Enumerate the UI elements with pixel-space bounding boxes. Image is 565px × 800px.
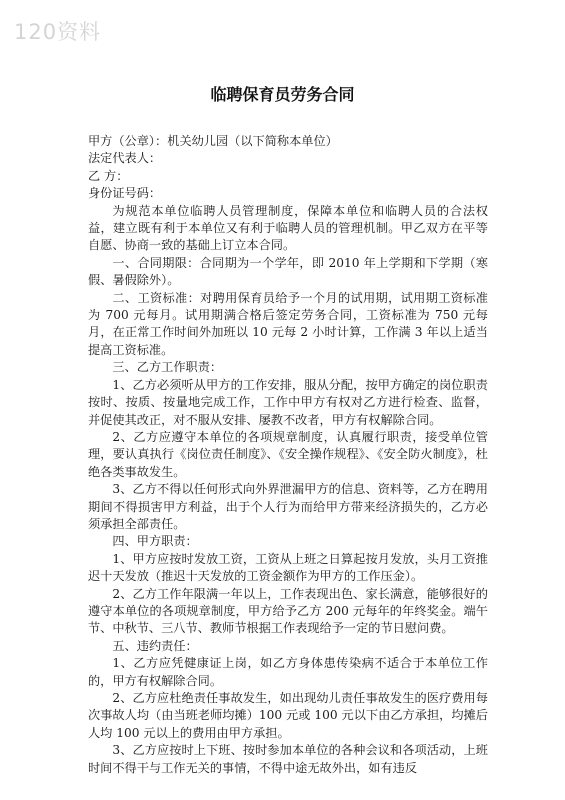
paragraph-breach-3: 3、乙方应按时上下班、按时参加本单位的各种会议和各项活动，上班时间不得干与工作无关的事情，不得中途无故外出，如有违反 <box>88 743 488 775</box>
legal-rep-line: 法定代表人： <box>88 151 162 166</box>
paragraph-a-duty-1: 1、甲方应按时发放工资，工资从上班之日算起按月发放，头月工资推迟十天发放（推迟十天发放的工资金额作为甲方的工作压金）。 <box>88 551 488 584</box>
id-number-line: 身份证号码： <box>88 186 162 201</box>
paragraph-duty-1: 1、乙方必须听从甲方的工作安排，服从分配，按甲方确定的岗位职责按时、按质、按量地完成工作，工作中甲方有权对乙方进行检查、监督，并促使其改正，对不服从安排、屡教不改者，甲方有权解除合同。 <box>88 377 488 427</box>
paragraph-breach-2: 2、乙方应杜绝责任事故发生，如出现幼儿责任事故发生的医疗费用每次事故人均（由当班老师均摊）100 元或 100 元以下由乙方承担，均摊后人均 100 元以上的费用由甲方承担。 <box>88 691 488 740</box>
party-a-line: 甲方（公章）：机关幼儿园（以下简称本单位） <box>88 134 338 148</box>
section-heading-party-b-duties: 三、乙方工作职责： <box>112 360 223 375</box>
paragraph-preamble: 为规范本单位临聘人员管理制度，保障本单位和临聘人员的合法权益，建立既有利于本单位又有利于临聘人员的管理机制。甲乙双方在平等自愿、协商一致的基础上订立本合同。 <box>88 203 488 253</box>
paragraph-contract-term: 一、合同期限：合同期为一个学年，即 2010 年上学期和下学期（寒假、暑假除外）。 <box>88 255 488 288</box>
document-body <box>88 133 488 777</box>
section-heading-breach: 五、违约责任： <box>112 638 198 653</box>
party-b-line: 乙 方： <box>88 168 129 183</box>
paragraph-duty-2: 2、乙方应遵守本单位的各项规章制度，认真履行职责，接受单位管理，要认真执行《岗位责任制度》、《安全操作规程》、《安全防火制度》，杜绝各类事故发生。 <box>88 429 488 479</box>
paragraph-a-duty-2: 2、乙方工作年限满一年以上，工作表现出色、家长满意，能够很好的遵守本单位的各项规章制度，甲方给予乙方 200 元每年的年终奖金。端午节、中秋节、三八节、教师节根据工作表现给予一定的节日慰问费。 <box>88 586 488 636</box>
paragraph-breach-1: 1、乙方应凭健康证上岗，如乙方身体患传染病不适合于本单位工作的，甲方有权解除合同。 <box>88 656 488 688</box>
paragraph-salary: 二、工资标准：对聘用保育员给予一个月的试用期，试用期工资标准为 700 元每月。试用期满合格后签定劳务合同，工资标准为 750 元每月，在正常工作时间外加班以 10 元每 2 小时计算，工作满 3 年以上适当提高工资标准。 <box>88 290 488 357</box>
document-title: 临聘保育员劳务合同 <box>210 85 355 104</box>
paragraph-duty-3: 3、乙方不得以任何形式向外界泄漏甲方的信息、资料等，乙方在聘用期间不得损害甲方利益，出于个人行为而给甲方带来经济损失的，乙方必须承担全部责任。 <box>88 482 488 531</box>
watermark-logo: 120资料 <box>14 20 102 44</box>
section-heading-party-a-duties: 四、甲方职责： <box>112 534 198 549</box>
